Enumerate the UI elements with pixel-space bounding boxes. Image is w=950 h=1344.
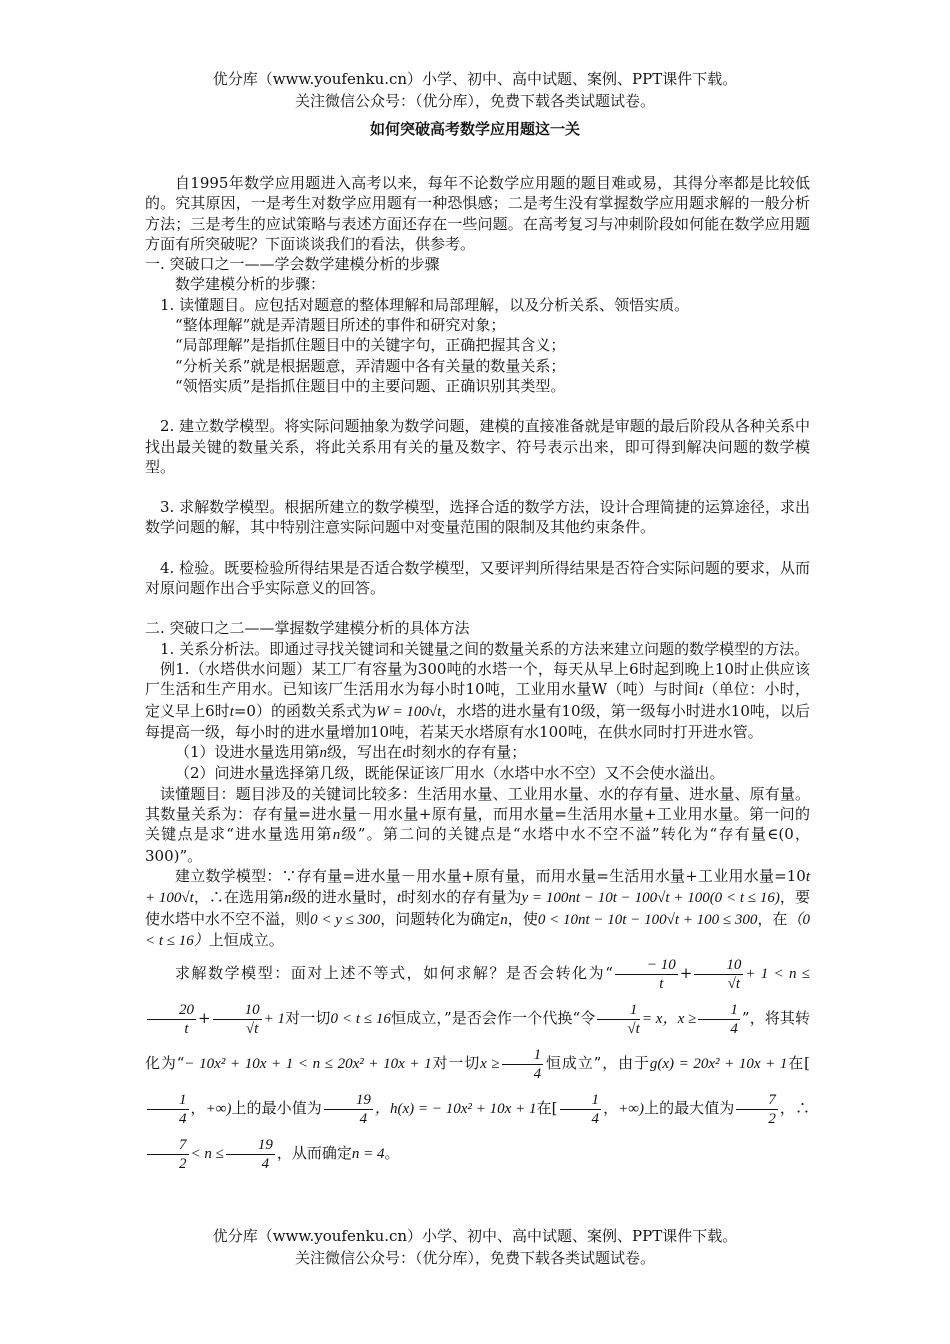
page-footer	[0, 1225, 950, 1269]
model-building: 建立数学模型：∵存有量=进水量－用水量+原有量，而用水量=生活用水量+工业用水量=10t + 100√t，∴在选用第n级的进水量时，t时刻水的存有量为y = 100nt − 10t − 100√t + 100(0 < t ≤ 16)，要使水塔中水不空不溢，则0 < y ≤ 300，问题转化为确定n，使0 < 10nt − 10t − 100√t + 100 ≤ 300，在（0 < t ≤ 16）上恒成立。	[145, 866, 810, 949]
question-2: （2）问进水量选择第几级，既能保证该厂用水（水塔中水不空）又不会使水溢出。	[175, 764, 725, 783]
section-2-heading: 二. 突破口之二——掌握数学建模分析的具体方法	[145, 619, 470, 638]
step-1-point-4: “领悟实质”是指抓住题目中的主要问题、正确识别其类型。	[175, 376, 566, 395]
step-3: 3. 求解数学模型。根据所建立的数学模型，选择合适的数学方法，设计合理简捷的运算途径，求出数学问题的解，其中特别注意实际问题中对变量范围的限制及其他约束条件。	[145, 498, 810, 537]
page-title: 如何突破高考数学应用题这一关	[369, 120, 580, 138]
example-1: 例1.（水塔供水问题）某工厂有容量为300吨的水塔一个，每天从早上6时起到晚上10时止供应该厂生活和生产用水。已知该厂生活用水为每小时10吨，工业用水量W（吨）与时间t（单位：小时，定义早上6时t=0）的函数关系式为W = 100√t，水塔的进水量有10级，第一级每小时进水10吨，以后每提高一级，每小时的进水量增加10吨，若某天水塔原有水100吨，在供水同时打开进水管。	[145, 659, 810, 741]
step-1: 1. 读懂题目。应包括对题意的整体理解和局部理解，以及分析关系、领悟实质。	[160, 295, 690, 314]
step-1-point-3: “分析关系”就是根据题意，弄清题中各有关量的数量关系；	[175, 356, 566, 375]
method-1: 1. 关系分析法。即通过寻找关键词和关键量之间的数量关系的方法来建立问题的数学模型的方法。	[160, 639, 810, 658]
header-line-1: 优分库（www.youfenku.cn）小学、初中、高中试题、案例、PPT课件下载。	[212, 70, 738, 88]
section-1-heading: 一. 突破口之一——学会数学建模分析的步骤	[145, 255, 440, 274]
step-1-point-2: “局部理解”是指抓住题目中的关键字句，正确把握其含义；	[175, 336, 566, 355]
footer-line-1: 优分库（www.youfenku.cn）小学、初中、高中试题、案例、PPT课件下载。	[212, 1227, 738, 1245]
page-header	[0, 68, 950, 112]
footer-line-2: 关注微信公众号：（优分库），免费下载各类试题试卷。	[294, 1249, 655, 1267]
header-line-2: 关注微信公众号：（优分库），免费下载各类试题试卷。	[294, 92, 655, 110]
document-body	[145, 173, 810, 1176]
step-2: 2. 建立数学模型。将实际问题抽象为数学问题，建模的直接准备就是审题的最后阶段从各种关系中找出最关键的数量关系，将此关系用有关的量及数字、符号表示出来，即可得到解决问题的数学模型。	[145, 417, 810, 476]
model-solving: 求解数学模型：面对上述不等式，如何求解？是否会转化为“ $\frac{- 10}{t}$ + $\frac{10}{√t}$ + 1 < n ≤ $\frac{20}{t}$ + $\frac{10}{√t}$ + 1对一切0 < t ≤ 16恒成立，”是否会作一个代换“令 $\frac{1}{√t}$ = x，x ≥ $\frac{1}{4}$ ”，将其转化为“− 10x² + 10x + 1 < n ≤ 20x² + 10x + 1对一切x ≥ $\frac{1}{4}$ 恒成立”，由于g(x) = 20x² + 10x + 1在[ $\frac{1}{4}$ ，+∞)上的最小值为 $\frac{19}{4}$ ，h(x) = − 10x² + 10x + 1在[ $\frac{1}{4}$ ，+∞)上的最大值为 $\frac{7}{2}$ ，∴ $\frac{7}{2}$ < n ≤ $\frac{19}{4}$ ，从而确定n = 4。	[145, 956, 811, 1172]
step-4: 4. 检验。既要检验所得结果是否适合数学模型，又要评判所得结果是否符合实际问题的要求，从而对原问题作出合乎实际意义的回答。	[145, 558, 810, 598]
section-1-subheading: 数学建模分析的步骤：	[175, 275, 326, 294]
reading-analysis: 读懂题目：题目涉及的关键词比较多：生活用水量、工业用水量、水的存有量、进水量、原有量。其数量关系为：存有量=进水量－用水量+原有量，而用水量=生活用水量+工业用水量。第一问的关键点是求“进水量选用第n级”。第二问的关键点是“水塔中水不空不溢”转化为“存有量∈(0，300)”。	[145, 784, 810, 865]
step-1-point-1: “整体理解”就是弄清题目所述的事件和研究对象；	[175, 316, 506, 335]
question-1: （1）设进水量选用第n级，写出在t时刻水的存有量；	[175, 743, 527, 762]
intro-paragraph: 自1995年数学应用题进入高考以来，每年不论数学应用题的题目难或易，其得分率都是比较低的。究其原因，一是考生对数学应用题有一种恐惧感；二是考生没有掌握数学应用题求解的一般分析方法；三是考生的应试策略与表述方面还存在一些问题。在高考复习与冲刺阶段如何能在数学应用题方面有所突破呢？下面谈谈我们的看法，供参考。	[145, 174, 810, 253]
